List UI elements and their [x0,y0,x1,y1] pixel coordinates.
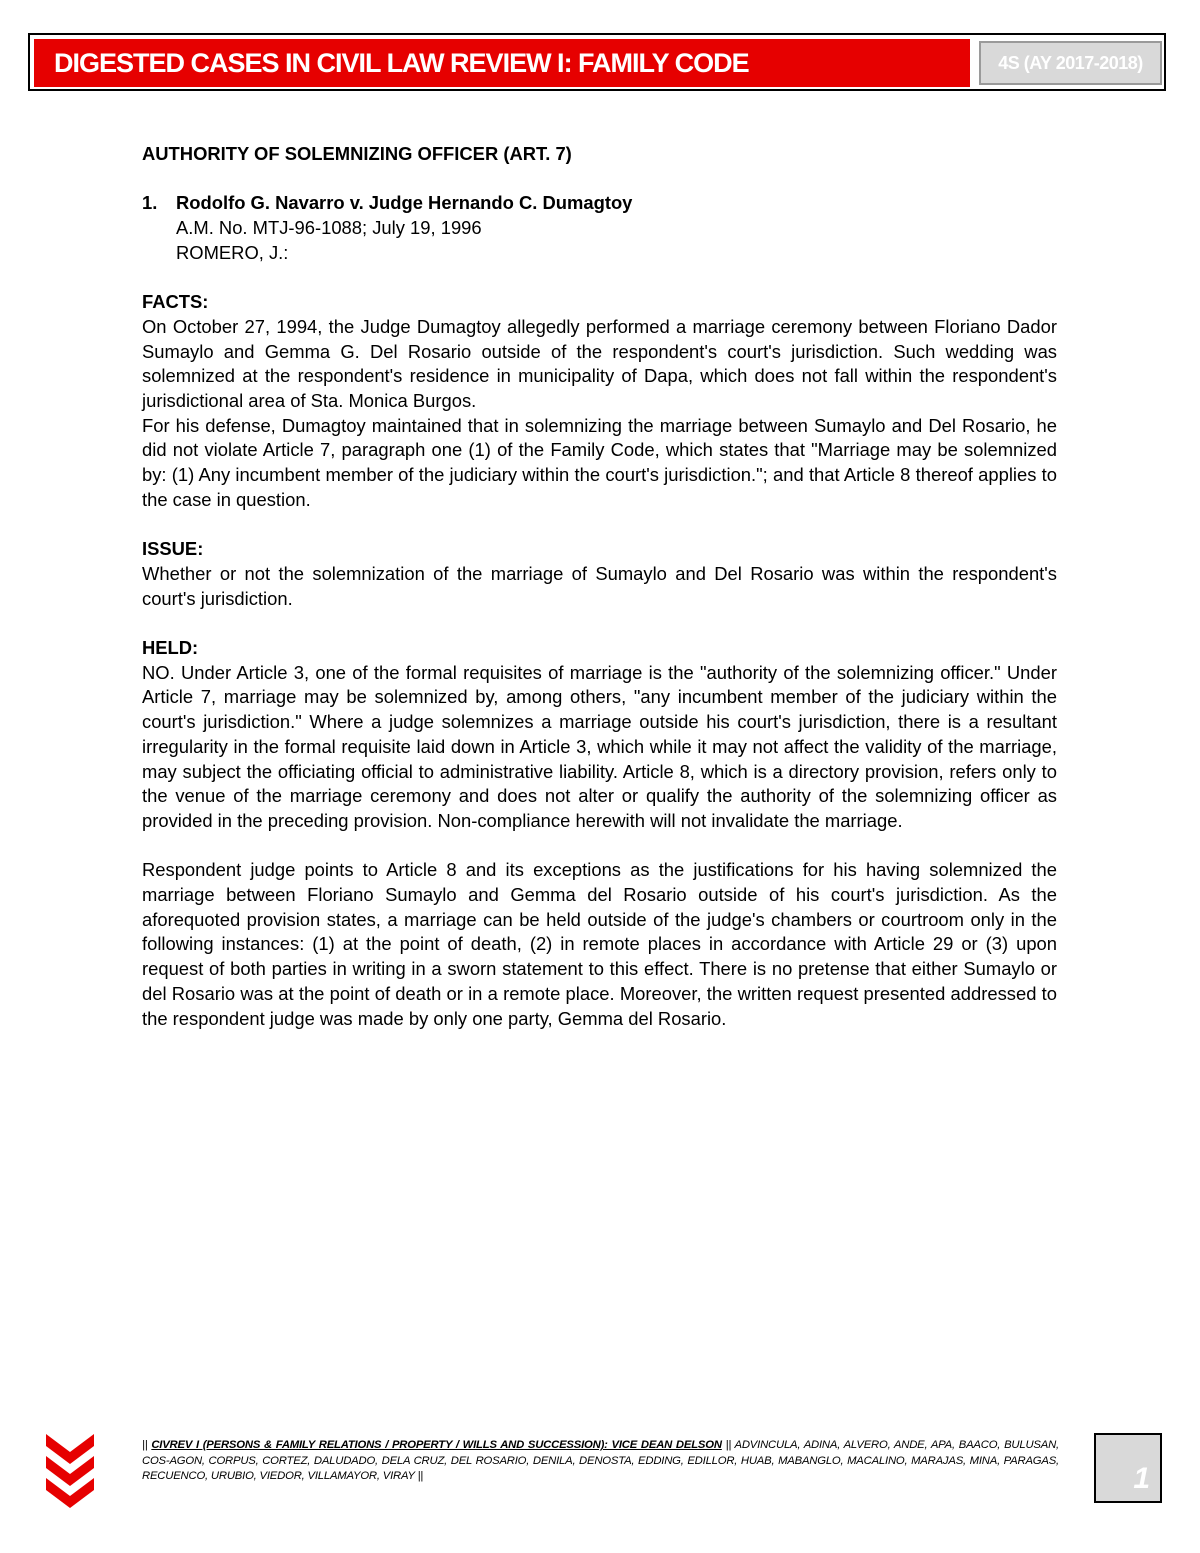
footer-open-marker: || [142,1439,148,1451]
section-title: AUTHORITY OF SOLEMNIZING OFFICER (ART. 7) [142,143,572,164]
issue-paragraph: Whether or not the solemnization of the marriage of Sumaylo and Del Rosario was within the respondent's court's jurisdiction. [142,562,1057,609]
case-number: 1. [142,192,158,214]
page-number-box [1094,1433,1162,1503]
document-body [142,142,1057,1031]
case-citation: A.M. No. MTJ-96-1088; July 19, 1996 [176,217,482,239]
red-chevron-icon [44,1432,96,1508]
header-title: DIGESTED CASES IN CIVIL LAW REVIEW I: FAMILY CODE [34,39,970,87]
held-heading: HELD: [142,637,199,658]
facts-heading: FACTS: [142,291,209,313]
case-ponente: ROMERO, J.: [176,241,289,263]
footer-authors: || ADVINCULA, ADINA, ALVERO, ANDE, APA, BAACO, BULUSAN, COS-AGON, CORPUS, CORTEZ, DALUDADO, DELA CRUZ, DEL ROSARIO, DENILA, DENOSTA, EDDING, EDILLOR, HUAB, MABANGLO, MACALINO, MARAJAS, MINA, PARAGAS, RECUENCO, URUBIO, VIEDOR, VILLAMAYOR, VIRAY || [142,1439,1059,1482]
footer-course-title: CIVREV I (PERSONS & FAMILY RELATIONS / PROPERTY / WILLS AND SUCCESSION): VICE DEAN DELSON [151,1439,722,1451]
page-header [28,33,1166,91]
case-heading [142,191,1057,265]
footer-credits [142,1438,1059,1485]
case-title: Rodolfo G. Navarro v. Judge Hernando C. Dumagtoy [176,192,633,214]
held-paragraph-1: NO. Under Article 3, one of the formal requisites of marriage is the "authority of the solemnizing officer." Under Article 7, marriage may be solemnized by, among others, "any incumbent member of the judiciary within the court's jurisdiction." Where a judge solemnizes a marriage outside his court's jurisdiction, there is a resultant irregularity in the formal requisite laid down in Article 3, which while it may not affect the validity of the marriage, may subject the officiating official to administrative liability. Article 8, which is a directory provision, refers only to the venue of the marriage ceremony and does not alter or qualify the authority of the solemnizing officer as provided in the preceding provision. Non-compliance herewith will not invalidate the marriage. [142,661,1057,831]
held-paragraph-2: Respondent judge points to Article 8 and its exceptions as the justifications for his having solemnized the marriage between Floriano Sumaylo and Gemma del Rosario outside of his court's jurisdiction. As the aforequoted provision states, a marriage can be held outside of the judge's chambers or courtroom only in the following instances: (1) at the point of death, (2) in remote places in accordance with Article 29 or (3) upon request of both parties in writing in a sworn statement to this effect. There is no pretense that either Sumaylo or del Rosario was at the point of death or in a remote place. Moreover, the written request presented addressed to the respondent judge was made by only one party, Gemma del Rosario. [142,859,1057,1029]
issue-heading: ISSUE: [142,538,204,560]
facts-paragraph-1: On October 27, 1994, the Judge Dumagtoy allegedly performed a marriage ceremony between Floriano Dador Sumaylo and Gemma G. Del Rosario outside of the respondent's court's jurisdiction. Such wedding was solemnized at the respondent's residence in municipality of Dapa, which does not fall within the respondent's jurisdictional area of Sta. Monica Burgos. [142,315,1057,411]
page-number: 1 [1133,1462,1150,1495]
header-badge: 4S (AY 2017-2018) [979,41,1162,85]
facts-paragraph-2: For his defense, Dumagtoy maintained that in solemnizing the marriage between Sumaylo and Del Rosario, he did not violate Article 7, paragraph one (1) of the Family Code, which states that "Marriage may be solemnized by: (1) Any incumbent member of the judiciary within the court's jurisdiction."; and that Article 8 thereof applies to the case in question. [142,414,1057,510]
